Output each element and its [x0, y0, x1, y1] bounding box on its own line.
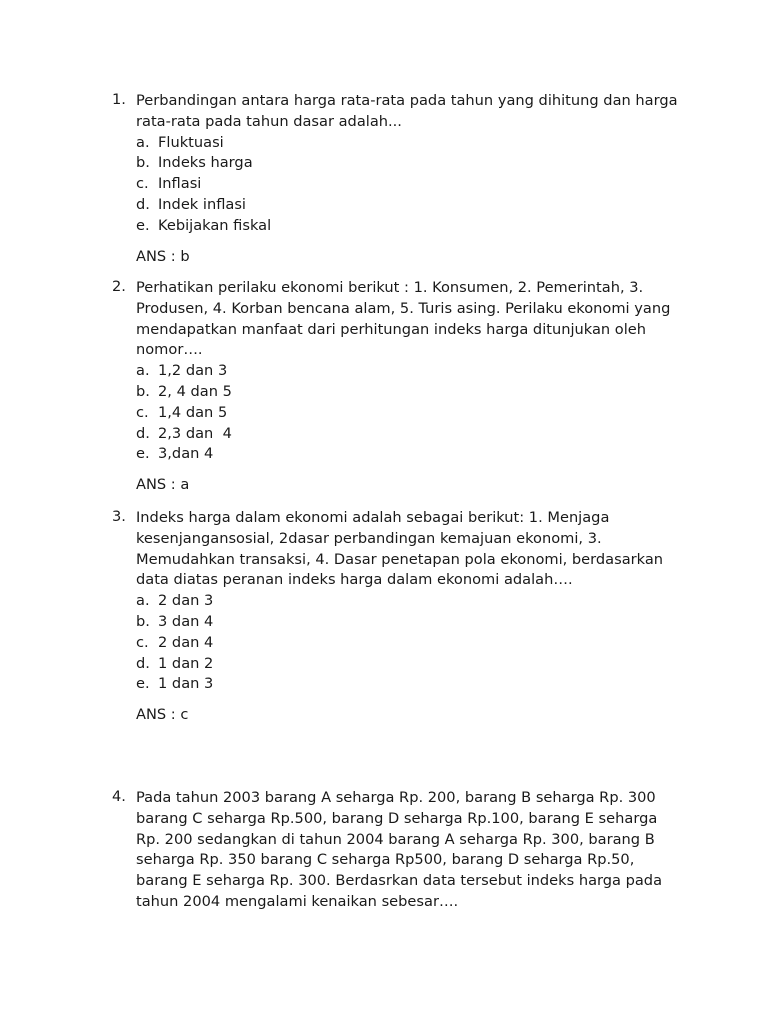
- answer: ANS : b: [136, 247, 190, 265]
- option-c: c. 2 dan 4: [136, 633, 214, 651]
- option-d: d. 1 dan 2: [136, 654, 214, 672]
- question-1: [112, 91, 684, 267]
- question-2: [112, 278, 684, 496]
- option-b: b. 3 dan 4: [136, 612, 214, 630]
- options-list: [136, 361, 684, 465]
- option-d: d. 2,3 dan 4: [136, 424, 232, 442]
- question-number: 3.: [112, 508, 126, 525]
- option-b: b. Indeks harga: [136, 154, 253, 172]
- question-number: 1.: [112, 91, 126, 108]
- answer: ANS : a: [136, 476, 190, 494]
- question-number: 2.: [112, 278, 126, 295]
- question-text: Perbandingan antara harga rata-rata pada tahun yang dihitung dan harga rata-rata pada tahun dasar adalah...: [136, 92, 678, 130]
- option-c: c. Inflasi: [136, 175, 202, 193]
- option-e: e. 3,dan 4: [136, 445, 214, 463]
- options-list: [136, 591, 684, 695]
- answer: ANS : c: [136, 706, 189, 724]
- option-e: e. Kebijakan fiskal: [136, 216, 272, 234]
- question-number: 4.: [112, 788, 126, 805]
- option-a: a. Fluktuasi: [136, 133, 224, 151]
- option-a: a. 2 dan 3: [136, 592, 214, 610]
- question-3: [112, 508, 684, 726]
- option-b: b. 2, 4 dan 5: [136, 382, 232, 400]
- options-list: [136, 133, 684, 237]
- question-text: Indeks harga dalam ekonomi adalah sebagai berikut: 1. Menjaga kesenjangansosial, 2dasar perbandingan kemajuan ekonomi, 3. Memudahkan transaksi, 4. Dasar penetapan pola ekonomi, berdasarkan data diatas peranan indeks harga dalam ekonomi adalah….: [136, 509, 664, 589]
- option-c: c. 1,4 dan 5: [136, 403, 228, 421]
- option-e: e. 1 dan 3: [136, 675, 214, 693]
- question-4: [112, 788, 684, 913]
- option-d: d. Indek inflasi: [136, 195, 246, 213]
- option-a: a. 1,2 dan 3: [136, 362, 228, 380]
- question-text: Pada tahun 2003 barang A seharga Rp. 200, barang B seharga Rp. 300 barang C seharga Rp.500, barang D seharga Rp.100, barang E seharga Rp. 200 sedangkan di tahun 2004 barang A seharga Rp. 300, barang B seharga Rp. 350 barang C seharga Rp500, barang D seharga Rp.50, barang E seharga Rp. 300. Berdasrkan data tersebut indeks harga pada tahun 2004 mengalami kenaikan sebesar….: [136, 789, 663, 910]
- question-text: Perhatikan perilaku ekonomi berikut : 1. Konsumen, 2. Pemerintah, 3. Produsen, 4. Korban bencana alam, 5. Turis asing. Perilaku ekonomi yang mendapatkan manfaat dari perhitungan indeks harga ditunjukan oleh nomor….: [136, 279, 671, 359]
